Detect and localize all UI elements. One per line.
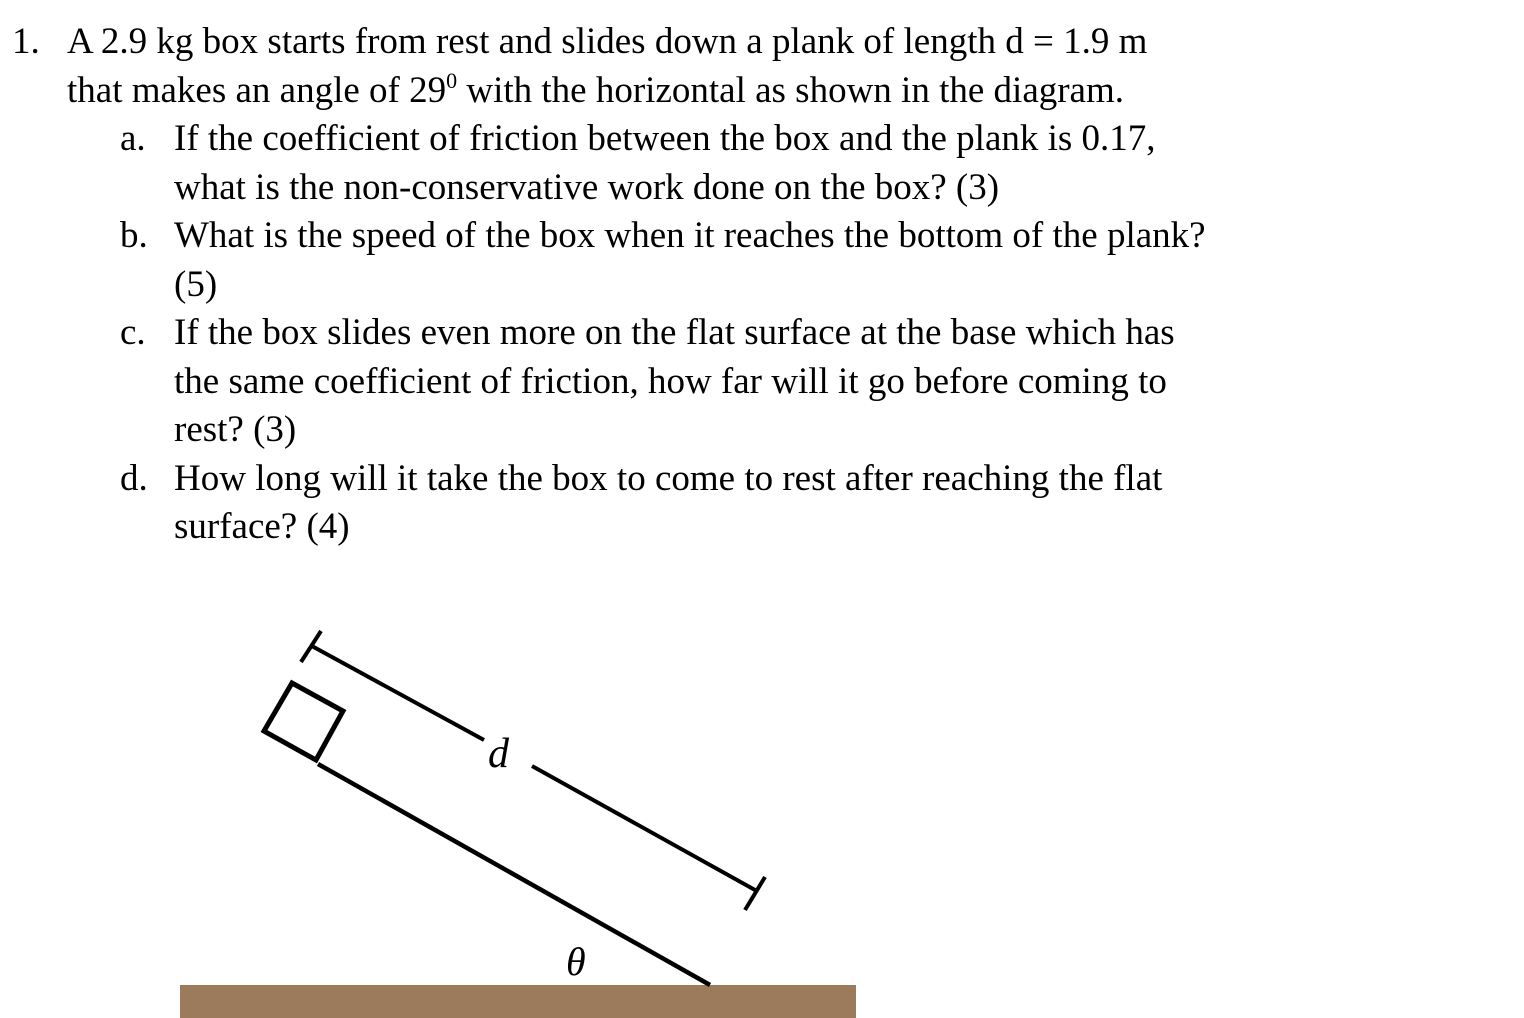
length-label: d [488, 731, 509, 777]
question-intro-text: A 2.9 kg box starts from rest and slides down a plank of length d = 1.9 m [67, 21, 1148, 62]
intro-line-2-end: with the horizontal as shown in the diagram. [457, 69, 1125, 111]
part-text-line: the same coefficient of friction, how far will it go before coming to [174, 360, 1167, 402]
part-text-line: what is the non-conservative work done on the box? (3) [174, 166, 1000, 208]
degree-superscript: 0 [446, 67, 458, 93]
part-text-line: If the box slides even more on the flat surface at the base which has [174, 312, 1175, 353]
part-text-line: How long will it take the box to come to rest after reaching the flat [174, 457, 1163, 499]
part-label: c. [120, 312, 146, 353]
box [264, 683, 343, 760]
part-text-line: If the coefficient of friction between the box and the plank is 0.17, [174, 118, 1156, 159]
part-label: d. [120, 457, 148, 499]
incline-plank [318, 764, 710, 985]
part-text-line: rest? (3) [174, 409, 297, 450]
length-dimension-end-cap-top [301, 631, 321, 662]
length-dimension-line-lower [532, 766, 755, 890]
part-text-line: What is the speed of the box when it reaches the bottom of the plank? [174, 215, 1206, 256]
length-dimension-end-cap-bottom [745, 877, 765, 910]
part-text-line: surface? (4) [174, 506, 350, 547]
angle-label: θ [566, 939, 586, 984]
part-label: a. [120, 118, 146, 159]
part-label: b. [120, 215, 148, 256]
question-number: 1. [12, 21, 40, 62]
part-text-line: (5) [174, 263, 218, 305]
ground-surface [180, 985, 856, 1018]
intro-line-2-start: that makes an angle of 29 [67, 69, 447, 111]
